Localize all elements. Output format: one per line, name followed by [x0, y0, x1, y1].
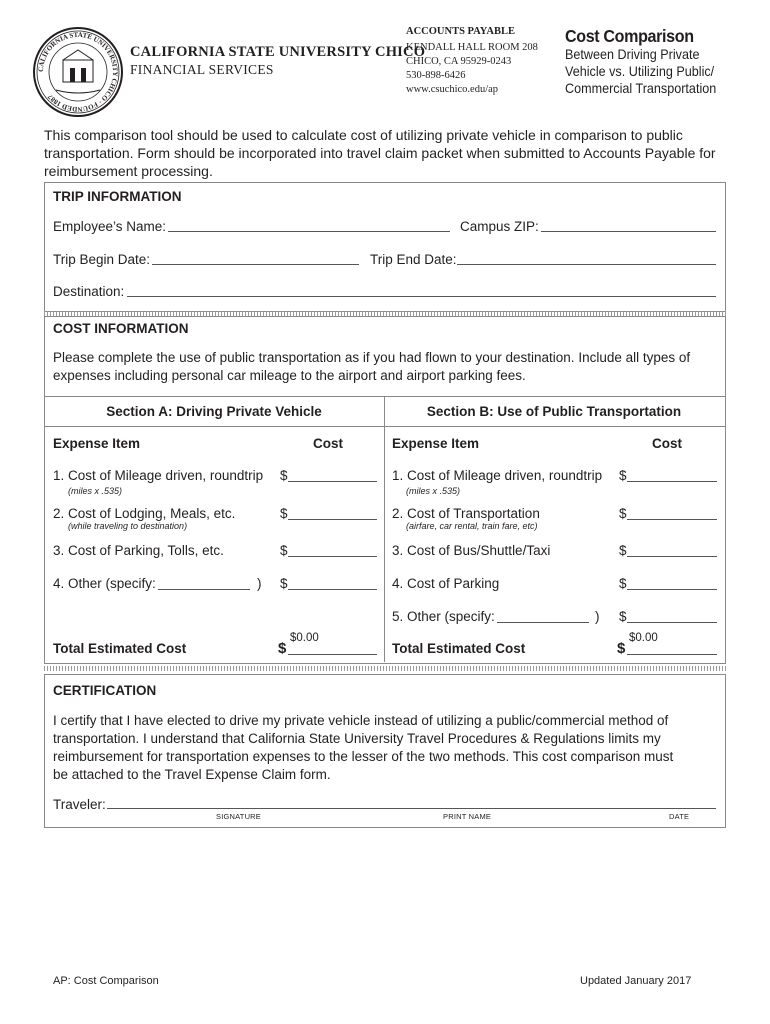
- section-b-row1-dollar: $: [619, 468, 627, 483]
- cost-table-top-border: [44, 396, 726, 397]
- section-b-row2-dollar: $: [619, 506, 627, 521]
- section-a-row3-dollar: $: [280, 543, 288, 558]
- section-b-row4-dollar: $: [619, 576, 627, 591]
- university-name: CALIFORNIA STATE UNIVERSITY CHICO: [130, 44, 426, 60]
- cost-information-heading: COST INFORMATION: [53, 321, 189, 336]
- section-b-row4-label: 4. Cost of Parking: [392, 576, 500, 591]
- office-name: ACCOUNTS PAYABLE: [406, 26, 516, 37]
- department-name: FINANCIAL SERVICES: [130, 62, 274, 77]
- section-b-row2-label: 2. Cost of Transportation: [392, 506, 540, 521]
- section-a-col-cost: Cost: [313, 436, 343, 451]
- section-a-row4-label: 4. Other (specify:: [53, 576, 156, 591]
- campus-zip-label: Campus ZIP:: [460, 219, 539, 234]
- university-seal: [32, 26, 124, 118]
- section-b-row5-label: 5. Other (specify:: [392, 609, 495, 624]
- section-b-row1-note: (miles x .535): [406, 486, 461, 496]
- form-title: Cost Comparison: [565, 26, 694, 46]
- section-b-row2-field[interactable]: [627, 519, 717, 520]
- section-a-total-label: Total Estimated Cost: [53, 641, 187, 656]
- destination-field[interactable]: [127, 296, 716, 297]
- section-a-row2-label: 2. Cost of Lodging, Meals, etc.: [53, 506, 236, 521]
- section-a-total-dollar: $: [278, 640, 287, 657]
- section-b-total-field[interactable]: [627, 654, 717, 655]
- intro-line-3: reimbursement processing.: [44, 163, 213, 179]
- employee-name-field[interactable]: [168, 231, 450, 232]
- cost-table-divider: [384, 396, 385, 662]
- certification-line-4: be attached to the Travel Expense Claim form.: [53, 767, 331, 782]
- section-b-other-specify-field[interactable]: [497, 622, 589, 623]
- cost-table-header-border: [44, 426, 726, 427]
- section-a-row1-dollar: $: [280, 468, 288, 483]
- footer-form-name: AP: Cost Comparison: [53, 975, 159, 987]
- destination-label: Destination:: [53, 284, 125, 299]
- section-b-total-dollar: $: [617, 640, 626, 657]
- section-b-row5-dollar: $: [619, 609, 627, 624]
- footer-updated-date: Updated January 2017: [580, 975, 692, 987]
- section-b-row5-field[interactable]: [627, 622, 717, 623]
- section-b-row1-label: 1. Cost of Mileage driven, roundtrip: [392, 468, 603, 483]
- section-a-row4-dollar: $: [280, 576, 288, 591]
- certification-line-2: transportation. I understand that California State University Travel Procedures & Regulations limits my: [53, 731, 661, 746]
- section-a-row1-field[interactable]: [288, 481, 377, 482]
- section-b-total-value: $0.00: [629, 632, 658, 644]
- website-link[interactable]: www.csuchico.edu/ap: [406, 84, 499, 95]
- section-a-row1-label: 1. Cost of Mileage driven, roundtrip: [53, 468, 264, 483]
- section-a-row2-dollar: $: [280, 506, 288, 521]
- form-subtitle-2: Vehicle vs. Utilizing Public/: [565, 63, 715, 79]
- section-b-col-item: Expense Item: [392, 436, 480, 451]
- address-line1: KENDALL HALL ROOM 208: [406, 42, 538, 53]
- cost-instructions-line-2: expenses including personal car mileage to the airport and airport parking fees.: [53, 368, 526, 383]
- section-b-row1-field[interactable]: [627, 481, 717, 482]
- section-a-row3-field[interactable]: [288, 556, 377, 557]
- seal-text: CALIFORNIA STATE UNIVERSITY CHICO · FOUNDED 1887: [36, 30, 120, 114]
- section-a-row4-field[interactable]: [288, 589, 377, 590]
- section-b-title: Section B: Use of Public Transportation: [426, 404, 682, 419]
- phone-number: 530-898-6426: [406, 70, 466, 81]
- certification-text: [53, 712, 673, 784]
- trip-information-heading: TRIP INFORMATION: [53, 189, 182, 204]
- intro-line-1: This comparison tool should be used to calculate cost of utilizing private vehicle in comparison to public: [44, 127, 683, 143]
- traveler-signature-field[interactable]: [107, 808, 716, 809]
- intro-line-2: transportation. Form should be incorporated into travel claim packet when submitted to Accounts Payable for: [44, 145, 716, 161]
- section-a-col-item: Expense Item: [53, 436, 141, 451]
- form-subtitle-1: Between Driving Private: [565, 46, 700, 62]
- cost-instructions: [53, 349, 690, 385]
- signature-caption: SIGNATURE: [216, 812, 261, 821]
- section-a-row1-note: (miles x .535): [68, 486, 123, 496]
- section-b-col-cost: Cost: [652, 436, 682, 451]
- trip-end-date-field[interactable]: [457, 264, 716, 265]
- section-b-total-label: Total Estimated Cost: [392, 641, 526, 656]
- date-caption: DATE: [669, 812, 690, 821]
- section-a-total-value: $0.00: [290, 632, 319, 644]
- section-b-row2-note: (airfare, car rental, train fare, etc): [406, 521, 538, 531]
- section-a-total-field[interactable]: [288, 654, 377, 655]
- certification-heading: CERTIFICATION: [53, 683, 157, 698]
- divider-pattern-2: [44, 666, 726, 671]
- section-a-title: Section A: Driving Private Vehicle: [106, 404, 322, 419]
- trip-begin-date-field[interactable]: [152, 264, 359, 265]
- section-b-row3-label: 3. Cost of Bus/Shuttle/Taxi: [392, 543, 551, 558]
- address-line2: CHICO, CA 95929-0243: [406, 56, 512, 67]
- section-b-row3-dollar: $: [619, 543, 627, 558]
- cost-instructions-line-1: Please complete the use of public transportation as if you had flown to your destination. Include all types of: [53, 350, 691, 365]
- intro-text: [44, 126, 716, 180]
- section-b-row5-close: ): [595, 609, 600, 624]
- section-a-row3-label: 3. Cost of Parking, Tolls, etc.: [53, 543, 224, 558]
- section-b-row3-field[interactable]: [627, 556, 717, 557]
- employee-name-label: Employee’s Name:: [53, 219, 167, 234]
- section-a-row2-note: (while traveling to destination): [68, 521, 188, 531]
- section-b-row4-field[interactable]: [627, 589, 717, 590]
- trip-end-date-label: Trip End Date:: [370, 252, 457, 267]
- campus-zip-field[interactable]: [541, 231, 716, 232]
- form-subtitle-3: Commercial Transportation: [565, 80, 717, 96]
- certification-line-3: reimbursement for transportation expenses to the lesser of the two methods. This cost comparison must: [53, 749, 674, 764]
- trip-begin-date-label: Trip Begin Date:: [53, 252, 151, 267]
- section-a-row2-field[interactable]: [288, 519, 377, 520]
- section-a-other-specify-field[interactable]: [158, 589, 250, 590]
- print-name-caption: PRINT NAME: [443, 812, 492, 821]
- traveler-label: Traveler:: [53, 797, 106, 812]
- certification-line-1: I certify that I have elected to drive my private vehicle instead of utilizing a public/commercial method of: [53, 713, 669, 728]
- section-a-row4-close: ): [257, 576, 262, 591]
